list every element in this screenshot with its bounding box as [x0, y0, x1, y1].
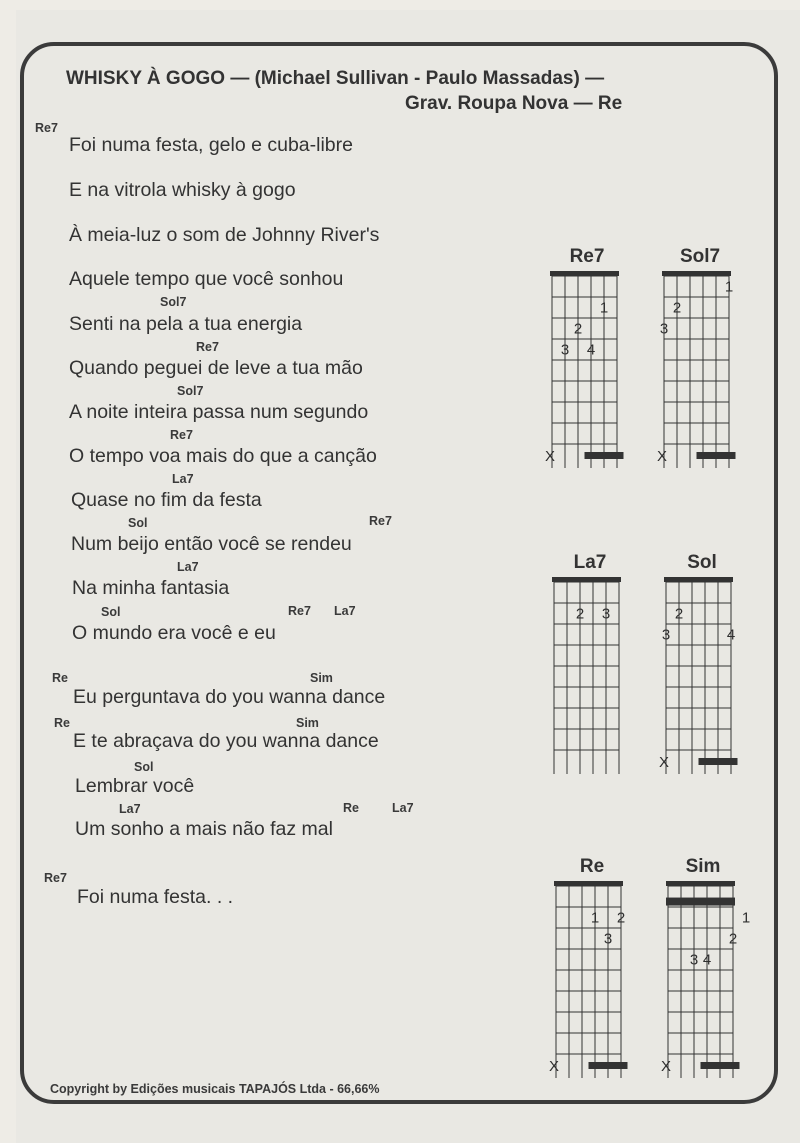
lyric-line: Aquele tempo que você sonhou	[69, 268, 344, 290]
lyric-line: Quando peguei de leve a tua mão	[69, 357, 363, 379]
chord-marker: Re7	[44, 871, 67, 885]
chord-marker: Sol7	[160, 295, 187, 309]
muted-string-marker: X	[658, 754, 670, 771]
lyric-line: Foi numa festa. . .	[77, 886, 234, 908]
chord-marker: Sol	[128, 516, 148, 530]
chord-marker: Re7	[369, 514, 392, 528]
chord-marker: La7	[119, 802, 141, 816]
finger-number: 2	[573, 320, 583, 338]
nut	[554, 881, 623, 886]
lyric-line: Senti na pela a tua energia	[69, 313, 303, 335]
chord-marker: Re	[52, 671, 68, 685]
chord-marker: La7	[172, 472, 194, 486]
finger-number: 4	[702, 951, 712, 969]
chord-marker: Sim	[296, 716, 319, 730]
chord-diagram-title: Re7	[569, 246, 605, 267]
chord-marker: Sim	[310, 671, 333, 685]
lyric-line: E na vitrola whisky à gogo	[69, 179, 296, 201]
finger-number: 3	[560, 341, 570, 359]
chord-marker: Re7	[170, 428, 193, 442]
chord-diagram-la7	[550, 576, 634, 781]
lyric-line: Foi numa festa, gelo e cuba-libre	[69, 134, 353, 156]
chord-marker: Re7	[196, 340, 219, 354]
chord-diagram-sol	[658, 576, 746, 781]
lyric-line: À meia-luz o som de Johnny River's	[69, 224, 380, 246]
chord-diagram-sol7	[656, 270, 744, 475]
finger-number: 3	[689, 951, 699, 969]
finger-number: 2	[674, 605, 684, 623]
lyric-line: Eu perguntava do you wanna dance	[73, 686, 386, 708]
nut	[664, 577, 733, 582]
chord-diagram-title: La7	[573, 552, 607, 573]
chord-marker: Re7	[35, 121, 58, 135]
finger-number: 1	[724, 278, 734, 296]
bottom-bar	[589, 1062, 628, 1069]
nut	[550, 271, 619, 276]
copyright-notice: Copyright by Edições musicais TAPAJÓS Ltda - 66,66%	[50, 1082, 380, 1096]
lyric-line: Num beijo então você se rendeu	[71, 533, 352, 555]
chord-diagram-title: Sol7	[679, 246, 721, 267]
lyric-line: O mundo era você e eu	[72, 622, 276, 644]
finger-number: 1	[590, 909, 600, 927]
finger-number: 2	[616, 909, 626, 927]
chord-diagram-title: Sim	[685, 856, 721, 877]
song-recording-info: Grav. Roupa Nova — Re	[405, 93, 623, 114]
finger-number: 3	[661, 626, 671, 644]
chord-diagram-title: Sol	[687, 552, 717, 573]
nut	[666, 881, 735, 886]
chord-marker: Sol	[101, 605, 121, 619]
chord-diagram-sim	[660, 880, 751, 1080]
chord-marker: Sol	[134, 760, 154, 774]
lyric-line: A noite inteira passa num segundo	[69, 401, 369, 423]
chord-marker: Sol7	[177, 384, 204, 398]
chord-marker: La7	[177, 560, 199, 574]
finger-number: 3	[603, 930, 613, 948]
muted-string-marker: X	[544, 448, 556, 465]
muted-string-marker: X	[656, 448, 668, 465]
bottom-bar	[701, 1062, 740, 1069]
chord-diagram-title: Re	[579, 856, 605, 877]
muted-string-marker: X	[660, 1058, 672, 1075]
finger-number: 3	[659, 320, 669, 338]
lyric-line: Lembrar você	[75, 775, 195, 797]
nut	[662, 271, 731, 276]
song-title: WHISKY À GOGO — (Michael Sullivan - Paulo Massadas) —	[66, 68, 605, 89]
finger-number: 4	[726, 626, 736, 644]
lyric-line: Na minha fantasia	[72, 577, 230, 599]
lyric-line: O tempo voa mais do que a canção	[69, 445, 377, 467]
finger-number: 2	[728, 930, 738, 948]
finger-number: 2	[575, 605, 585, 623]
chord-marker: La7	[392, 801, 414, 815]
bottom-bar	[697, 452, 736, 459]
bottom-bar	[699, 758, 738, 765]
chord-diagram-re	[548, 880, 636, 1080]
bottom-bar	[585, 452, 624, 459]
finger-number: 4	[586, 341, 596, 359]
lyric-line: E te abraçava do you wanna dance	[73, 730, 379, 752]
lyric-line: Quase no fim da festa	[71, 489, 262, 511]
finger-number: 1	[599, 299, 609, 317]
chord-marker: La7	[334, 604, 356, 618]
chord-diagram-re7	[544, 270, 632, 475]
lyric-line: Um sonho a mais não faz mal	[75, 818, 333, 840]
nut	[552, 577, 621, 582]
barre-bar	[666, 898, 735, 906]
chord-marker: Re7	[288, 604, 311, 618]
muted-string-marker: X	[548, 1058, 560, 1075]
finger-number: 3	[601, 605, 611, 623]
chord-marker: Re	[54, 716, 70, 730]
chord-marker: Re	[343, 801, 359, 815]
finger-number: 1	[741, 909, 751, 927]
finger-number: 2	[672, 299, 682, 317]
